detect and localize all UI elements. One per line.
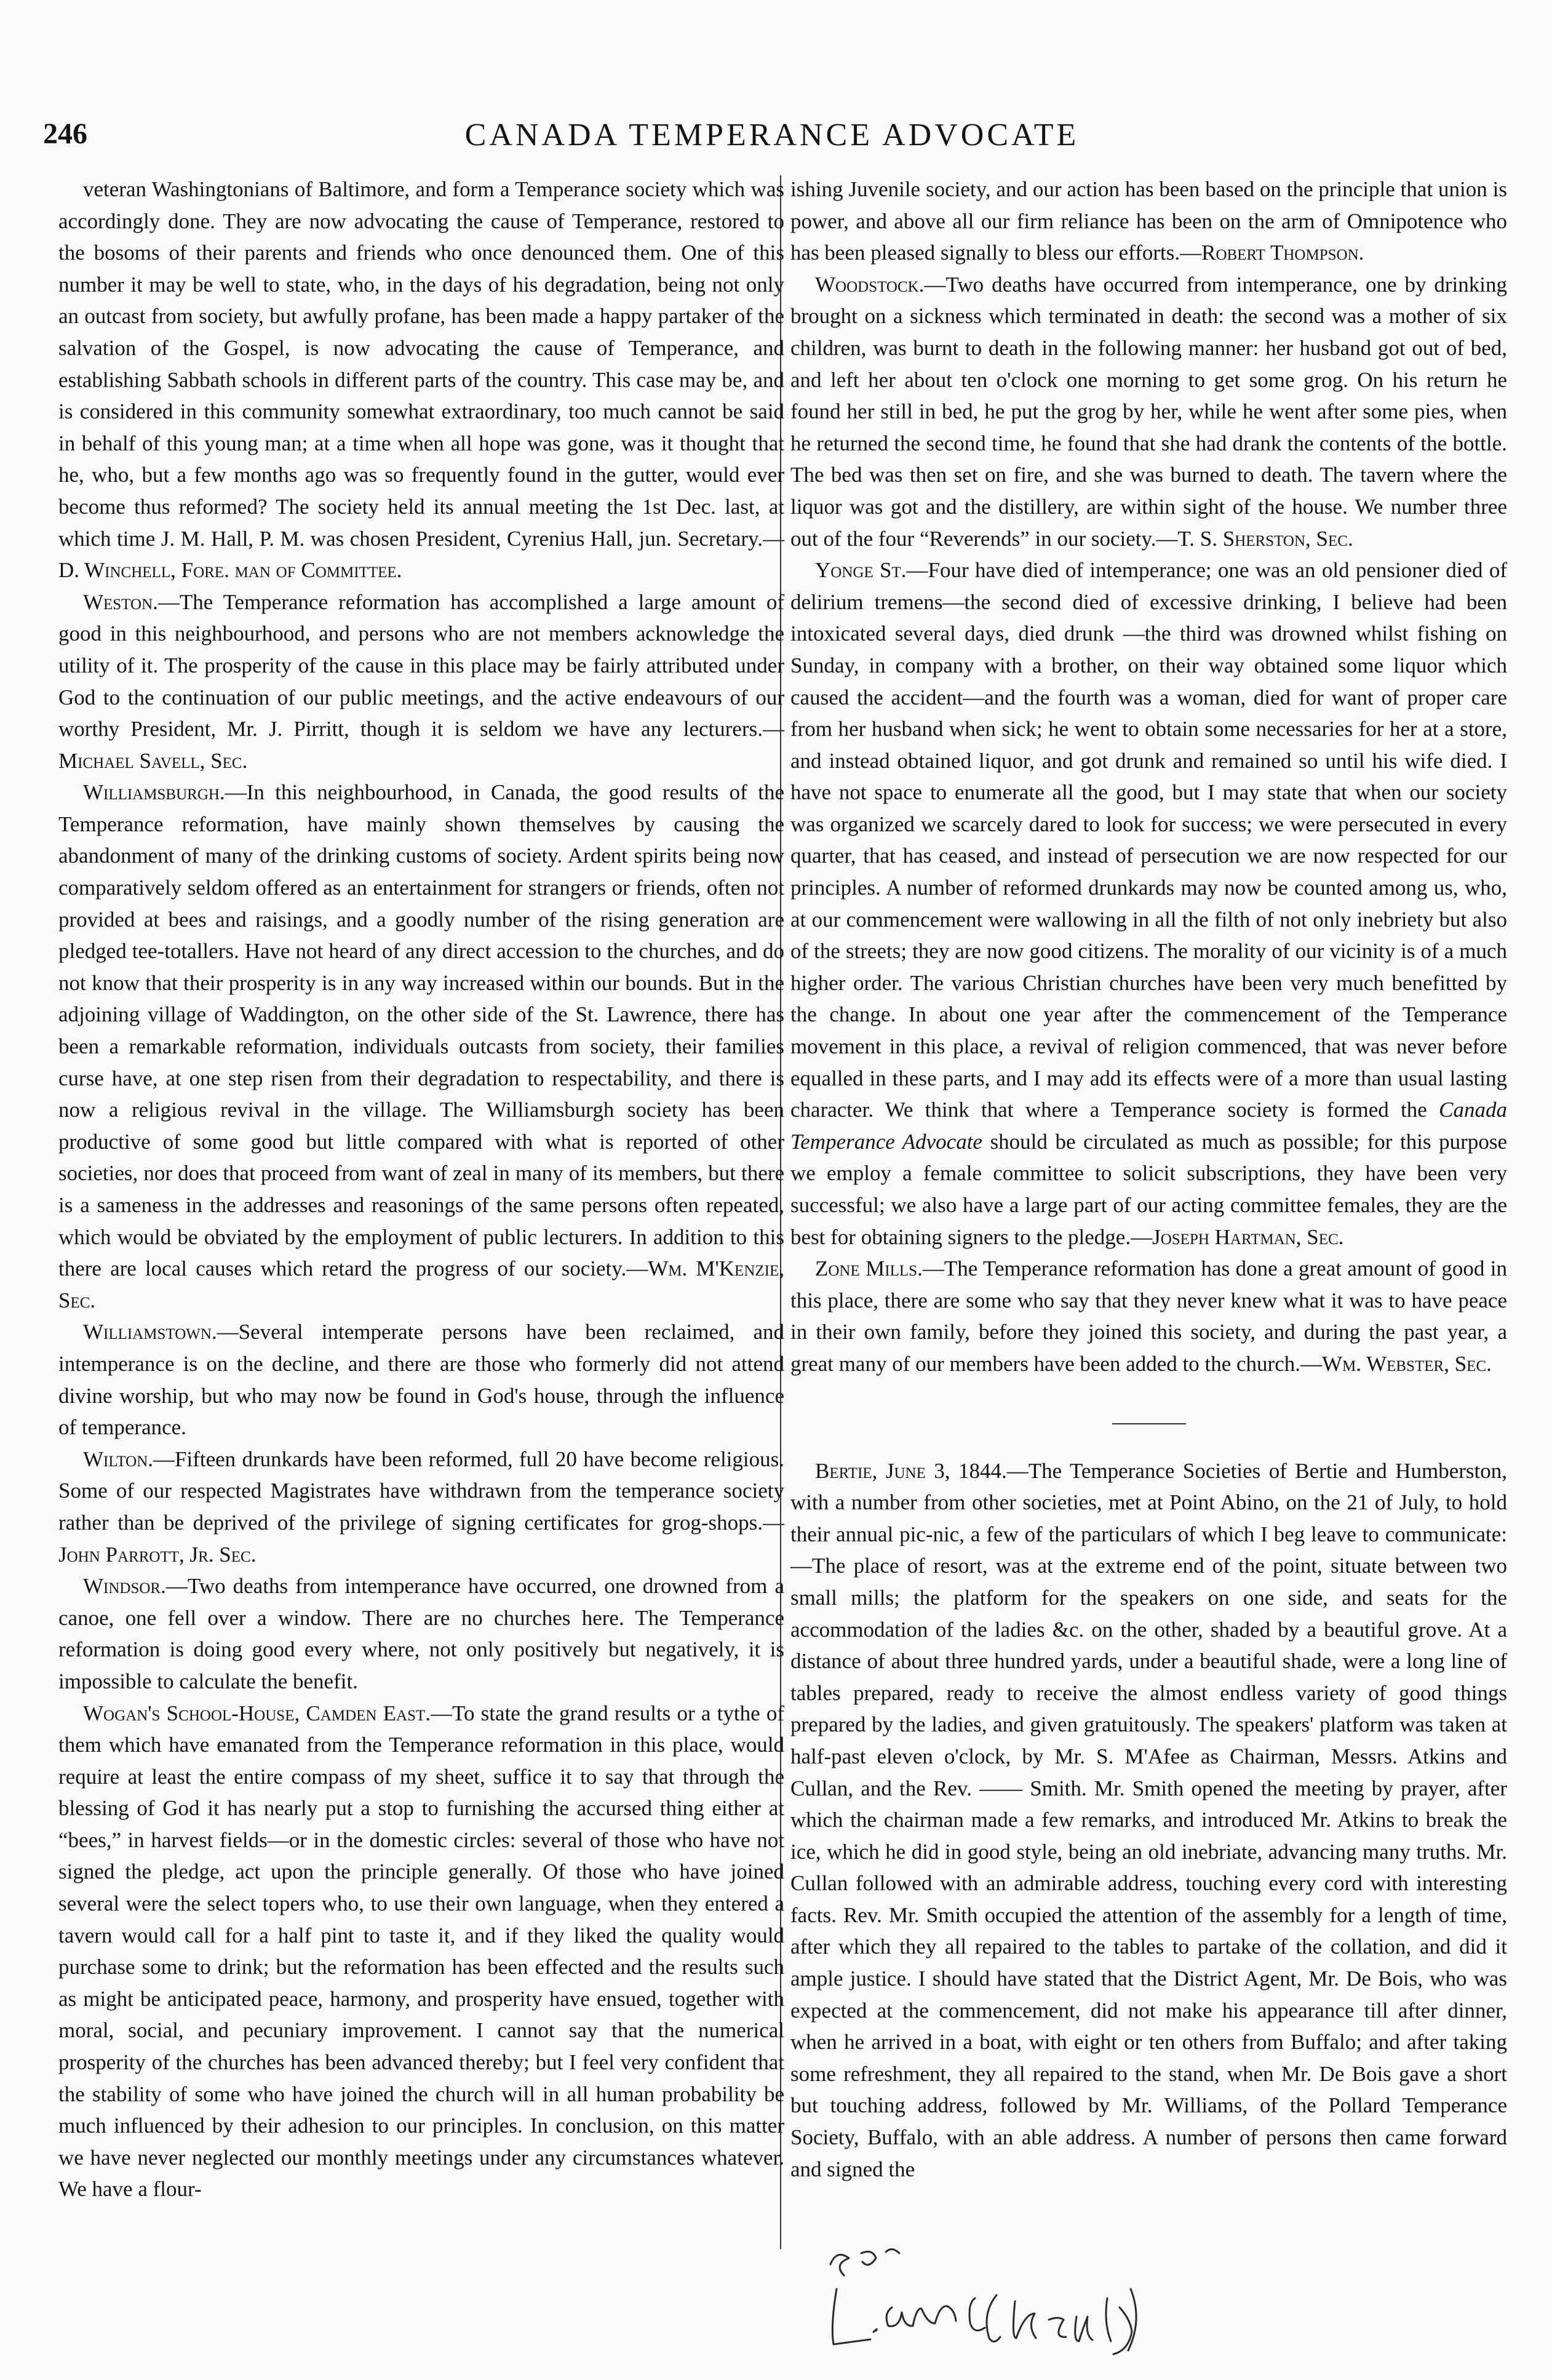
article-woodstock <box>790 269 1507 554</box>
article-body: —Two deaths have occurred from intemperance, one by drinking brought on a sickness which terminated in death: the second was a mother of six children, was burnt to death in the following manner: her husband got out of bed, and left her about ten o'clock one morning to get some grog. On his return he found her still in bed, he put the grog by her, while he went after some pies, when he returned the second time, he found that she had drank the contents of the bottle. The bed was then set on fire, and she was burned to death. The tavern where the liquor was got and the distillery, are within sight of the house. We number three out of the four “Reverends” in our society. <box>790 272 1507 551</box>
article-wilton <box>58 1444 784 1570</box>
article-heading: Williamstown. <box>83 1320 217 1344</box>
article-body: —Several intemperate persons have been reclaimed, and intemperance is on the decline, and there are those who formerly did not attend divine worship, but who may now be found in God's house, through the influence of temperance. <box>58 1320 784 1440</box>
article-washingtonians <box>58 174 784 586</box>
article-signature: —Michael Savell, Sec. <box>58 717 784 773</box>
article-signature: —Joseph Hartman, Sec. <box>1131 1224 1344 1249</box>
article-bertie <box>790 1455 1507 2186</box>
article-signature: —John Parrott, Jr. Sec. <box>58 1510 784 1567</box>
page-number: 246 <box>43 118 87 150</box>
article-heading: Wogan's School-House, Camden East. <box>83 1701 431 1725</box>
handwritten-signature <box>818 2240 1163 2357</box>
right-column <box>790 174 1507 2185</box>
article-weston <box>58 586 784 777</box>
article-body: —The Temperance Societies of Bertie and Humberston, with a number from other societies, met at Point Abino, on the 21 of July, to hold their annual pic-nic, a few of the particulars of which I beg leave to communicate:—The place of resort, was at the extreme end of the point, situate between two small mills; the platform for the speakers on one side, and seats for the accommodation of the ladies &c. on the other, shaded by a beautiful grove. At a distance of about three hundred yards, under a beautiful shade, were a long line of tables prepared, ready to receive the almost endless variety of good things prepared by the ladies, and given gratuitously. The speakers' platform was taken at half-past eleven o'clock, by Mr. S. M'Afee as Chairman, Messrs. Atkins and Cullan, and the Rev. —— Smith. Mr. Smith opened the meeting by prayer, after which the chairman made a few remarks, and introduced Mr. Atkins to break the ice, which he did in good style, being an old inebriate, advancing many truths. Mr. Cullan followed with an admirable address, touching every cord with interesting facts. Rev. Mr. Smith occupied the attention of the assembly for a length of time, after which they all repaired to the tables to partake of the collation, and did it ample justice. I should have stated that the District Agent, Mr. De Bois, who was expected at the commencement, did not make his appearance till after dinner, when he arrived in a boat, with eight or ten others from Buffalo; and after taking some refreshment, they all repaired to the stand, when Mr. De Bois gave a short but touching address, followed by Mr. Williams, of the Pollard Temperance Society, Buffalo, with an able address. A number of persons then came forward and signed the <box>790 1458 1508 2181</box>
article-heading: Zone Mills. <box>815 1256 923 1281</box>
section-separator <box>1112 1423 1186 1424</box>
article-heading: Williamsburgh. <box>83 780 225 805</box>
article-signature: —Wm. M'Kenzie, Sec. <box>58 1256 784 1312</box>
article-heading: Bertie, June 3, 1844. <box>815 1458 1007 1483</box>
article-signature: —Robert Thompson. <box>1180 241 1364 265</box>
article-body: veteran Washingtonians of Baltimore, and form a Temperance society which was accordingly done. They are now advocating the cause of Temperance, restored to the bosoms of their parents and friends who once denounced them. One of this number it may be well to state, who, in the days of his degradation, being not only an outcast from society, but awfully profane, has been made a happy partaker of the salvation of the Gospel, is now advocating the cause of Temperance, and establishing Sabbath schools in different parts of the country. This case may be, and is considered in this community somewhat extraordinary, too much cannot be said in behalf of this young man; at a time when all hope was gone, was it thought that he, who, but a few months ago was so frequently found in the gutter, would ever become thus reformed? The society held its annual meeting the 1st Dec. last, at which time J. M. Hall, P. M. was chosen President, Cyrenius Hall, jun. Secretary. <box>58 177 784 551</box>
article-heading: Weston. <box>83 589 158 614</box>
article-yonge-st <box>790 554 1507 1253</box>
article-signature: —Wm. Webster, Sec. <box>1300 1351 1492 1376</box>
article-wogans-school-house <box>58 1698 784 2206</box>
left-column <box>58 174 784 2205</box>
page-header <box>43 117 1501 166</box>
article-signature: —T. S. Sherston, Sec. <box>1156 526 1353 551</box>
article-thompson-continued <box>790 174 1507 269</box>
article-body: ishing Juvenile society, and our action has been based on the principle that union is power, and above all our firm reliance has been on the arm of Omnipotence who has been pleased signally to bless our efforts. <box>790 177 1507 265</box>
article-body: —The Temperance reformation has done a great amount of good in this place, there are some who say that they never knew what it was to have peace in their own family, before they joined this society, and during the past year, a great many of our members have been added to the church. <box>790 1256 1508 1376</box>
article-williamsburgh <box>58 777 784 1316</box>
article-windsor <box>58 1570 784 1697</box>
article-body: —Fifteen drunkards have been reformed, full 20 have become religious. Some of our respected Magistrates have withdrawn from the temperance society rather than be deprived of the privilege of signing certificates for grog-shops. <box>58 1447 784 1535</box>
article-williamstown <box>58 1316 784 1443</box>
article-body: —Two deaths from intemperance have occurred, one drowned from a canoe, one fell over a window. There are no churches here. The Temperance reformation is doing good every where, not only positively but negatively, it is impossible to calculate the benefit. <box>58 1574 784 1693</box>
article-zone-mills <box>790 1253 1507 1380</box>
article-body: —To state the grand results or a tythe of them which have emanated from the Temperance reformation in this place, would require at least the entire compass of my sheet, suffice it to say that through the blessing of God it has nearly put a stop to furnishing the accursed thing either at “bees,” in harvest fields—or in the domestic circles: several of those who have not signed the pledge, act upon the principle generally. Of those who have joined several were the select topers who, to use their own language, when they entered a tavern would call for a half pint to taste it, and if they liked the quality would purchase some to drink; but the reformation has been effected and the results such as might be anticipated peace, harmony, and prosperity have ensued, together with moral, social, and pecuniary improvement. I cannot say that the numerical prosperity of the churches has been advanced thereby; but I feel very confident that the stability of some who have joined the church will in all human probability be much influenced by their adhesion to our principles. In conclusion, on this matter we have never neglected our monthly meetings under any circumstances whatever. We have a flour- <box>58 1701 784 2202</box>
running-title: CANADA TEMPERANCE ADVOCATE <box>464 118 1080 153</box>
article-heading: Yonge St. <box>815 558 907 583</box>
article-body: —The Temperance reformation has accomplished a large amount of good in this neighbourhood, and persons who are not members acknowledge the utility of it. The prosperity of the cause in this place may be fairly attributed under God to the continuation of our public meetings, and the active endeavours of our worthy President, Mr. J. Pirritt, though it is seldom we have any lecturers. <box>58 589 784 741</box>
article-body: —Four have died of intemperance; one was an old pensioner died of delirium tremens—the second died of excessive drinking, I believe had been intoxicated several days, died drunk —the third was drowned whilst fishing on Sunday, in company with a brother, on their way obtained some liquor which caused the accident—and the fourth was a woman, died for want of proper care from her husband when sick; he went to obtain some necessaries for her at a store, and instead obtained liquor, and got drunk and remained so until his wife died. I have not space to enumerate all the good, but I may state that when our society was organized we scarcely dared to look for success; we were persecuted in every quarter, that has ceased, and instead of persecution we are now respected for our principles. A number of reformed drunkards may now be counted among us, who, at our commencement were wallowing in all the filth of not only inebriety but also of the streets; they are now good citizens. The morality of our vicinity is of a much higher order. The various Christian churches have been very much benefitted by the change. In about one year after the commencement of the Temperance movement in this place, a revival of religion commenced, that was never before equalled in these parts, and I may add its effects were of a more than usual lasting character. We think that where a Temperance society is formed the Canada Temperance Advocate should be circulated as much as possible; for this purpose we employ a female committee to solicit subscriptions, they have been very successful; we also have a large part of our acting committee females, they are the best for obtaining signers to the pledge. <box>790 558 1507 1249</box>
article-signature: —D. Winchell, Fore. man of Committee. <box>58 526 784 583</box>
article-heading: Woodstock. <box>815 272 925 297</box>
article-heading: Wilton. <box>83 1447 154 1471</box>
article-body: —In this neighbourhood, in Canada, the good results of the Temperance reformation, have mainly shown themselves by causing the abandonment of many of the drinking customs of society. Ardent spirits being now comparatively seldom offered as an entertainment for strangers or friends, often not provided at bees and raisings, and a goodly number of the rising generation are pledged tee-totallers. Have not heard of any direct accession to the churches, and do not know that their prosperity is in any way increased within our bounds. But in the adjoining village of Waddington, on the other side of the St. Lawrence, there has been a remarkable reformation, individuals outcasts from society, their families curse have, at one step risen from their degradation to respectability, and there is now a religious revival in the village. The Williamsburgh society has been productive of some good but little compared with what is reported of other societies, nor does that proceed from want of zeal in many of its members, but there is a sameness in the addresses and reasonings of the same persons often repeated, which would be obviated by the employment of public lecturers. In addition to this there are local causes which retard the progress of our society. <box>58 780 784 1281</box>
article-heading: Windsor. <box>83 1574 166 1599</box>
